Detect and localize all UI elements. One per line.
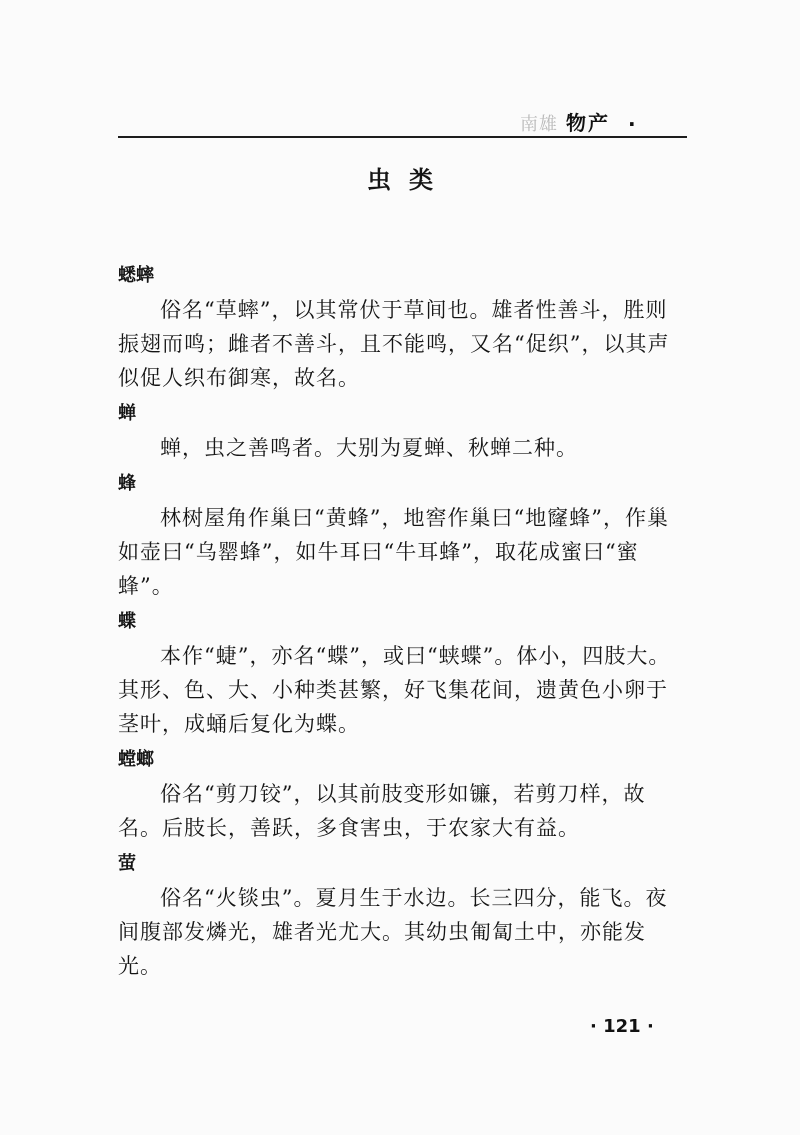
entry-title: 萤: [118, 853, 136, 874]
entry-title: 蝶: [118, 611, 136, 632]
entry-title: 螳螂: [118, 749, 154, 770]
running-header-dot: ·: [628, 112, 636, 136]
entry-mantis: [118, 747, 688, 845]
entry-bee: [118, 471, 688, 603]
entry-cicada: [118, 401, 688, 465]
entries-list: [118, 263, 688, 989]
section-title: 虫类: [367, 166, 451, 194]
running-header: [520, 108, 690, 136]
running-header-title: 物产: [566, 111, 610, 135]
entry-title: 蝉: [118, 403, 136, 424]
entry-text: 俗名“草蟀”，以其常伏于草间也。雄者性善斗，胜则振翅而鸣；雌者不善斗，且不能鸣，又名“促织”，以其声似促人织布御寒，故名。: [118, 298, 670, 390]
header-rule: [118, 136, 687, 138]
entry-title: 蜂: [118, 473, 136, 494]
entry-text: 林树屋角作巢曰“黄蜂”，地窖作巢曰“地窿蜂”，作巢如壶曰“乌罂蜂”，如牛耳曰“牛耳蜂”，取花成蜜曰“蜜蜂”。: [118, 506, 669, 598]
page-number: · 121 ·: [590, 1016, 654, 1037]
entry-butterfly: [118, 609, 688, 741]
entry-firefly: [118, 851, 688, 983]
running-header-faint-text: 南雄: [520, 114, 558, 135]
entry-text: 俗名“剪刀铰”，以其前肢变形如镰，若剪刀样，故名。后肢长，善跃，多食害虫，于农家大有益。: [118, 782, 646, 840]
entry-cricket: [118, 263, 688, 395]
entry-text: 本作“蜨”，亦名“蝶”，或曰“蛱蝶”。体小，四肢大。其形、色、大、小种类甚繁，好飞集花间，遗黄色小卵于茎叶，成蛹后复化为蝶。: [118, 644, 671, 736]
entry-text: 俗名“火锬虫”。夏月生于水边。长三四分，能飞。夜间腹部发燐光，雄者光尤大。其幼虫匍匐土中，亦能发光。: [118, 886, 668, 978]
entry-title: 蟋蟀: [118, 265, 154, 286]
entry-text: 蝉，虫之善鸣者。大别为夏蝉、秋蝉二种。: [160, 436, 578, 460]
